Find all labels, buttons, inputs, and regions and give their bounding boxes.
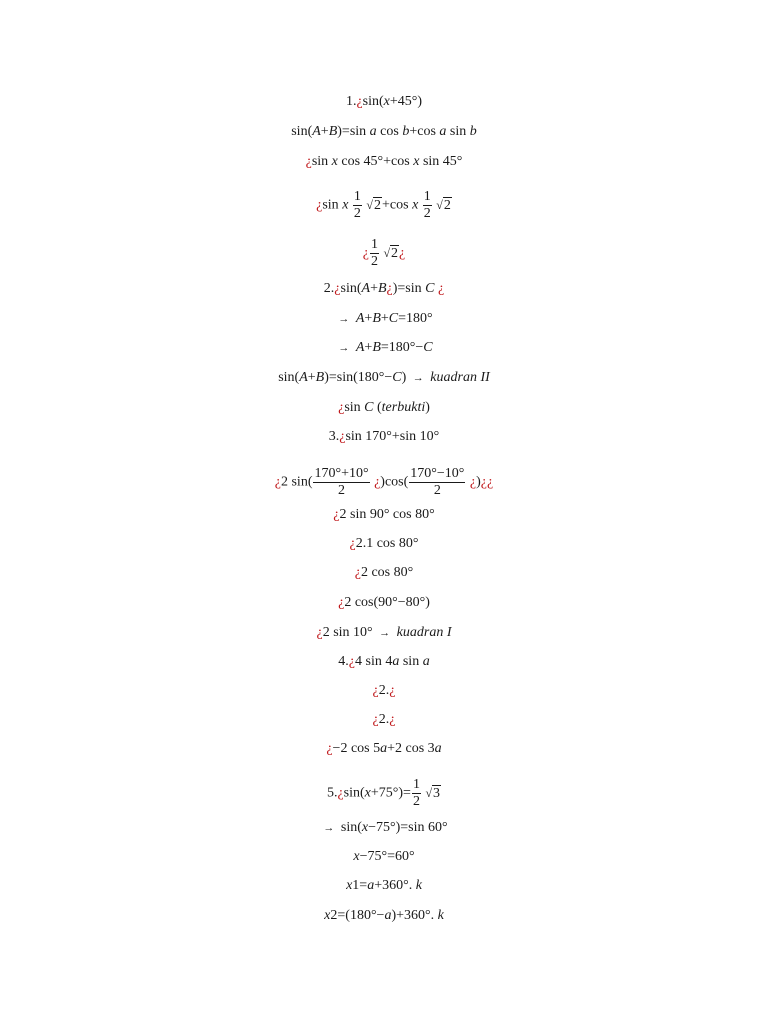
equation-text: ¿2.¿: [372, 712, 396, 727]
equation-text: ¿2 sin 10° → kuadran I: [316, 625, 452, 640]
equation-line: [0, 369, 768, 387]
equation-line: [0, 339, 768, 357]
equation-text: x2=(180°−a)+360°. k: [324, 908, 444, 923]
equation-line: [0, 907, 768, 925]
equation-text: → A+B+C=180°: [338, 311, 433, 326]
equation-line: [0, 280, 768, 298]
equation-text: x1=a+360°. k: [346, 878, 422, 893]
equation-line: [0, 466, 768, 499]
equation-line: [0, 123, 768, 141]
equation-line: [0, 877, 768, 895]
equation-line: [0, 624, 768, 642]
equation-text: ¿sin x cos 45°+cos x sin 45°: [305, 154, 463, 169]
equation-text: 3.¿sin 170°+sin 10°: [328, 429, 440, 444]
equation-text: 5.¿sin(x+75°)= $\frac{1}{2}$ √3: [326, 777, 441, 809]
equation-text: sin(A+B)=sin(180°−C) → kuadran II: [278, 370, 490, 385]
equation-line: [0, 682, 768, 700]
equation-text: 2.¿sin(A+B¿)=sin C ¿: [323, 281, 445, 296]
equation-text: ¿2 cos 80°: [354, 565, 414, 580]
equation-text: 1.¿sin(x+45°): [345, 94, 423, 109]
equation-text: → sin(x−75°)=sin 60°: [323, 820, 448, 835]
equation-line: [0, 237, 768, 270]
equation-text: ¿ $\frac{1}{2}$ √2¿: [362, 237, 406, 269]
equation-line: [0, 189, 768, 222]
equation-line: [0, 535, 768, 553]
equation-text: ¿2 cos(90°−80°): [338, 595, 430, 610]
equation-line: [0, 653, 768, 671]
equation-line: [0, 819, 768, 837]
equation-text: sin(A+B)=sin a cos b+cos a sin b: [291, 124, 477, 139]
equation-line: [0, 777, 768, 810]
equation-line: [0, 153, 768, 171]
equation-text: ¿2 sin( $\frac{170^\circ+10^\circ}{2}$ ¿)cos( $\frac{170^\circ-10^\circ}{2}$ ¿)¿¿: [274, 466, 494, 498]
equation-text: ¿2 sin 90° cos 80°: [333, 507, 435, 522]
equation-line: [0, 428, 768, 446]
equation-line: [0, 93, 768, 111]
equation-line: [0, 594, 768, 612]
equation-text: ¿−2 cos 5a+2 cos 3a: [326, 741, 442, 756]
equation-line: [0, 310, 768, 328]
equation-line: [0, 711, 768, 729]
equation-line: [0, 848, 768, 866]
equation-text: ¿2.1 cos 80°: [349, 536, 419, 551]
equation-line: [0, 506, 768, 524]
equation-line: [0, 564, 768, 582]
equation-line: [0, 399, 768, 417]
equation-text: → A+B=180°−C: [338, 340, 433, 355]
equation-text: ¿sin C (terbukti): [338, 400, 430, 415]
equation-text: 4.¿4 sin 4a sin a: [338, 654, 430, 669]
equation-text: ¿2.¿: [372, 683, 396, 698]
equation-text: x−75°=60°: [353, 849, 415, 864]
equation-line: [0, 740, 768, 758]
equation-text: ¿sin x $\frac{1}{2}$ √2+cos x $\frac{1}{2}$ √2: [316, 189, 451, 221]
